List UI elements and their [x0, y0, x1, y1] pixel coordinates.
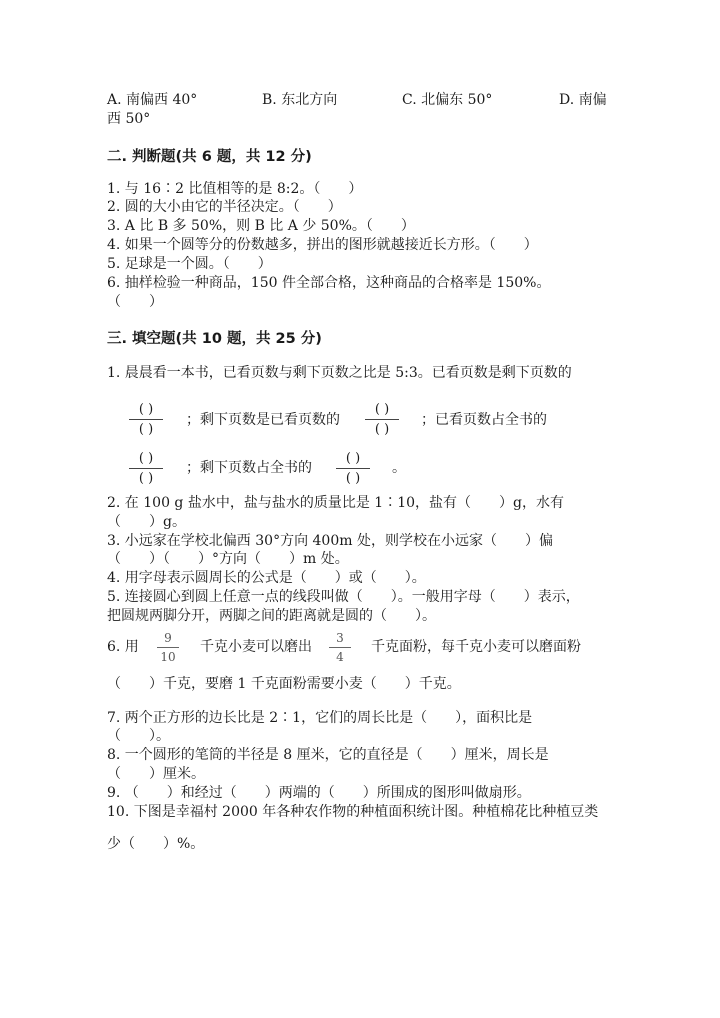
judge-item-5: 5. 足球是一个圆。（ ）: [107, 256, 272, 272]
fill-q5-line2: 把圆规两脚分开，两脚之间的距离就是圆的（ ）。: [107, 608, 436, 624]
fraction-blank-denominator: ( ): [138, 422, 154, 437]
fraction-numerator: 3: [336, 631, 344, 645]
fill-q1-text-read-of-total: ；已看页数占全书的: [421, 412, 547, 428]
option-c: C. 北偏东 50°: [402, 92, 493, 108]
fill-q8-line2: （ ）厘米。: [107, 766, 205, 782]
option-d: D. 南偏: [559, 92, 607, 108]
fill-q6-mid: 千克小麦可以磨出: [200, 639, 312, 655]
fill-q7-line2: （ ）。: [107, 728, 170, 744]
judge-item-6: 6. 抽样检验一种商品，150 件全部合格，这种商品的合格率是 150%。: [107, 275, 551, 291]
fill-q1-text-remaining-of-total: ；剩下页数占全书的: [186, 460, 312, 476]
fraction-blank-4: [336, 451, 370, 486]
fill-q1-end: 。: [392, 460, 406, 476]
judge-item-3: 3. A 比 B 多 50%，则 B 比 A 少 50%。（ ）: [107, 218, 415, 234]
fraction-blank-denominator: ( ): [138, 471, 154, 486]
fill-q8-line1: 8. 一个圆形的笔筒的半径是 8 厘米，它的直径是（ ）厘米，周长是: [107, 747, 549, 763]
fill-q6-pre: 6. 用: [107, 639, 139, 655]
fraction-denominator: 10: [160, 650, 176, 664]
fill-q1-text-remaining-of-read: ；剩下页数是已看页数的: [186, 412, 340, 428]
fill-q10-line1: 10. 下图是幸福村 2000 年各种农作物的种植面积统计图。种植棉花比种植豆类: [107, 804, 599, 820]
judge-item-1: 1. 与 16∶2 比值相等的是 8:2。（ ）: [107, 181, 363, 197]
fraction-numerator: 9: [164, 631, 172, 645]
fraction-bar: [129, 468, 163, 469]
fraction-blank-numerator: ( ): [345, 451, 361, 466]
fraction-bar: [336, 468, 370, 469]
fraction-nine-tenths: [157, 631, 179, 664]
fraction-bar: [329, 647, 351, 648]
fill-q10-line2: 少（ ）%。: [107, 836, 205, 852]
fill-q1-line1: 1. 晨晨看一本书，已看页数与剩下页数之比是 5:3。已看页数是剩下页数的: [107, 365, 572, 381]
fill-q6-post: 千克面粉，每千克小麦可以磨面粉: [371, 639, 581, 655]
fraction-bar: [157, 647, 179, 648]
fraction-denominator: 4: [336, 650, 344, 664]
fill-q2-line2: （ ）g。: [107, 514, 186, 530]
fraction-bar: [129, 419, 163, 420]
fraction-blank-3: [129, 451, 163, 486]
option-d-continuation: 西 50°: [107, 111, 151, 127]
fill-q6-line2: （ ）千克，要磨 1 千克面粉需要小麦（ ）千克。: [107, 676, 461, 692]
fill-q5-line1: 5. 连接圆心到圆上任意一点的线段叫做（ ）。一般用字母（ ）表示，: [107, 589, 580, 605]
judge-item-4: 4. 如果一个圆等分的份数越多，拼出的图形就越接近长方形。（ ）: [107, 237, 538, 253]
fill-q4: 4. 用字母表示圆周长的公式是（ ）或（ ）。: [107, 570, 426, 586]
fill-q7-line1: 7. 两个正方形的边长比是 2∶1，它们的周长比是（ ），面积比是: [107, 710, 533, 726]
fraction-blank-numerator: ( ): [138, 451, 154, 466]
fraction-blank-numerator: ( ): [138, 402, 154, 417]
fraction-blank-numerator: ( ): [374, 402, 390, 417]
fill-q3-line2: （ ）（ ）°方向（ ）m 处。: [107, 551, 349, 567]
fraction-bar: [365, 419, 399, 420]
fraction-blank-1: [129, 402, 163, 437]
option-a: A. 南偏西 40°: [107, 92, 198, 108]
section-title-fill: 三. 填空题(共 10 题，共 25 分): [107, 331, 322, 347]
fraction-blank-2: [365, 402, 399, 437]
section-title-judgement: 二. 判断题(共 6 题，共 12 分): [107, 149, 312, 165]
judge-item-6-blank: （ ）: [107, 294, 163, 310]
fraction-three-quarters: [329, 631, 351, 664]
fill-q9: 9. （ ）和经过（ ）两端的（ ）所围成的图形叫做扇形。: [107, 785, 531, 801]
fraction-blank-denominator: ( ): [374, 422, 390, 437]
fill-q3-line1: 3. 小远家在学校北偏西 30°方向 400m 处，则学校在小远家（ ）偏: [107, 533, 553, 549]
fill-q2-line1: 2. 在 100 g 盐水中，盐与盐水的质量比是 1∶10，盐有（ ）g，水有: [107, 495, 564, 511]
fraction-blank-denominator: ( ): [345, 471, 361, 486]
judge-item-2: 2. 圆的大小由它的半径决定。（ ）: [107, 199, 342, 215]
option-b: B. 东北方向: [262, 92, 338, 108]
